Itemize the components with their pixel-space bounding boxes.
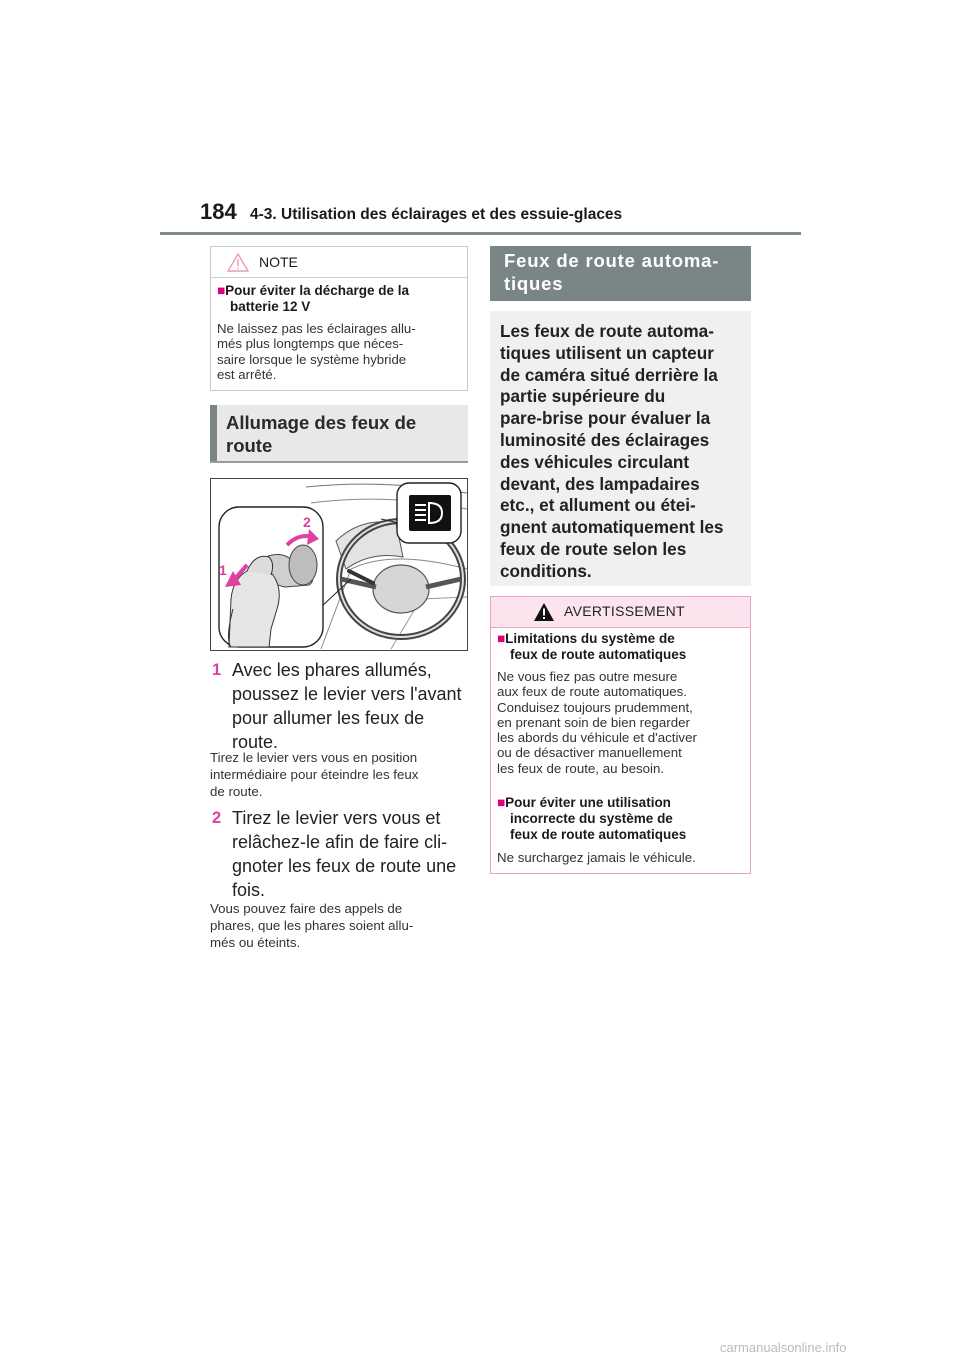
warning-subtitle-2: ■Pour éviter une utilisation incorrecte du système de feux de route automatiques (497, 795, 687, 842)
warning-triangle-icon (533, 602, 555, 622)
warning-subtitle-1: ■Limitations du système de feux de route automatiques (497, 631, 687, 662)
caution-triangle-icon (227, 253, 249, 272)
square-bullet-icon: ■ (497, 795, 506, 810)
callout-2: 2 (303, 514, 311, 530)
section-heading-high-beam (210, 405, 468, 463)
step-2-note: Vous pouvez faire des appels de phares, que les phares soient allu- més ou éteints. (210, 901, 414, 950)
heading-accent-bar (210, 405, 217, 461)
note-subtitle: ■Pour éviter la décharge de la batterie 12 V (217, 283, 409, 314)
step-2-text: Tirez le levier vers vous et relâchez-le afin de faire cli- gnoter les feux de route une fois. (232, 808, 457, 900)
note-text: Ne laissez pas les éclairages allu- més plus longtemps que néces- saire lorsque le système hybride est arrêté. (217, 321, 416, 382)
headlight-lever-illustration (210, 478, 468, 651)
square-bullet-icon: ■ (497, 631, 506, 646)
section-title: 4-3. Utilisation des éclairages et des essuie-glaces (250, 206, 623, 223)
watermark: carmanualsonline.info (720, 1340, 847, 1355)
warning-box (490, 596, 751, 874)
warning-text-2: Ne surchargez jamais le véhicule. (497, 850, 696, 865)
square-bullet-icon: ■ (217, 283, 226, 298)
warning-text-1: Ne vous fiez pas outre mesure aux feux de route automatiques. Conduisez toujours prudemment, en prenant soin de bien regarder les abords du véhicule et d'activer ou de désactiver manuellement les feux de route, au besoin. (497, 669, 697, 776)
header-rule (160, 232, 801, 235)
page-number: 184 (200, 199, 237, 224)
description-text: Les feux de route automa- tiques utilisent un capteur de caméra situé derrière la partie supérieure du pare-brise pour évaluer la luminosité des éclairages des véhicules circulant devant, des lampadaires etc., et allument ou étei- gnent automatiquement les feux de route selon les conditions. (500, 321, 724, 581)
note-header (211, 247, 467, 278)
heading-text: Feux de route automa- tiques (504, 250, 720, 294)
step-1-text: Avec les phares allumés, poussez le levier vers l'avant pour allumer les feux de route. (232, 660, 462, 752)
warning-header (491, 597, 750, 628)
callout-1: 1 (219, 562, 227, 578)
section-heading-auto-high-beam (490, 246, 751, 301)
heading-text: Allumage des feux de route (226, 412, 417, 456)
dashboard-drawing (211, 479, 467, 650)
auto-high-beam-description (490, 311, 751, 586)
warning-label: AVERTISSEMENT (564, 603, 685, 619)
step-number-2: 2 (212, 809, 222, 827)
note-box (210, 246, 468, 391)
note-label: NOTE (259, 254, 298, 270)
step-1-note: Tirez le levier vers vous en position intermédiaire pour éteindre les feux de route. (210, 750, 419, 799)
step-number-1: 1 (212, 661, 222, 679)
